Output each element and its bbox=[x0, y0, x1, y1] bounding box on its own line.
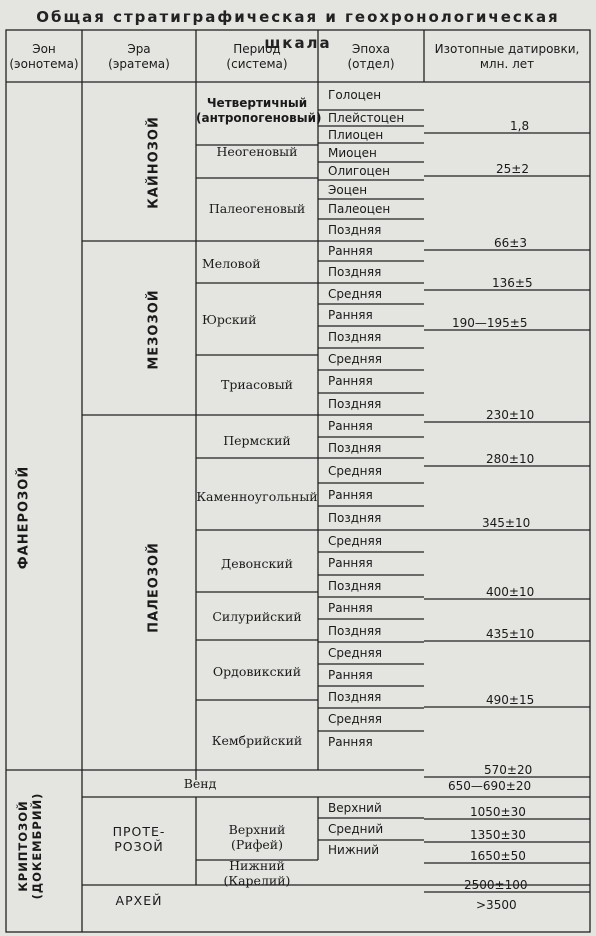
date-label: 136±5 bbox=[492, 276, 533, 290]
epoch-cell: Средняя bbox=[328, 352, 382, 366]
epoch-cell: Ранняя bbox=[328, 308, 373, 322]
epoch-cell: Ранняя bbox=[328, 419, 373, 433]
epoch-cell: Поздняя bbox=[328, 397, 382, 411]
epoch-cell: Поздняя bbox=[328, 579, 382, 593]
epoch-cell: Поздняя bbox=[328, 511, 382, 525]
date-label: 25±2 bbox=[496, 162, 529, 176]
era-mesozoic: МЕЗОЗОЙ bbox=[146, 289, 162, 370]
date-label: 345±10 bbox=[482, 516, 531, 530]
period-devonian: Девонский bbox=[221, 556, 293, 571]
date-label: 2500±100 bbox=[464, 878, 528, 892]
period-triassic: Триасовый bbox=[221, 377, 293, 392]
date-label: 400±10 bbox=[486, 585, 535, 599]
period-neogene: Неогеновый bbox=[216, 144, 298, 159]
epoch-cell: Поздняя bbox=[328, 265, 382, 279]
epoch-cell: Голоцен bbox=[328, 88, 382, 102]
date-label: 1,8 bbox=[510, 119, 530, 133]
era-proterozoic: ПРОТЕ- РОЗОЙ bbox=[112, 824, 166, 854]
date-label: 280±10 bbox=[486, 452, 535, 466]
epoch-cell: Ранняя bbox=[328, 601, 373, 615]
period-cretaceous: Меловой bbox=[202, 256, 261, 271]
date-label: 650—690±20 bbox=[448, 779, 532, 793]
era-cenozoic: КАЙНОЗОЙ bbox=[146, 116, 162, 209]
epoch-cell: Ранняя bbox=[328, 244, 373, 258]
date-label: 1350±30 bbox=[470, 828, 526, 842]
date-label: 230±10 bbox=[486, 408, 535, 422]
eon-phanerozoic: ФАНЕРОЗОЙ bbox=[16, 465, 32, 570]
period-paleogene: Палеогеновый bbox=[208, 201, 306, 216]
date-label: 1050±30 bbox=[470, 805, 526, 819]
era-archean: АРХЕЙ bbox=[115, 893, 163, 908]
epoch-cell: Ранняя bbox=[328, 735, 373, 749]
period-carboniferous: Каменноугольный bbox=[196, 489, 318, 504]
period-quaternary: Четвертичный (антропогеновый) bbox=[196, 96, 322, 125]
period-vendian: Венд bbox=[183, 776, 217, 791]
period-ordovician: Ордовикский bbox=[212, 664, 302, 679]
epoch-cell: Поздняя bbox=[328, 330, 382, 344]
epoch-cell: Средняя bbox=[328, 287, 382, 301]
date-label: 190—195±5 bbox=[452, 316, 528, 330]
epoch-cell: Нижний bbox=[328, 843, 380, 857]
header-era: Эра (эратема) bbox=[108, 42, 170, 71]
epoch-cell: Средняя bbox=[328, 646, 382, 660]
epoch-cell: Поздняя bbox=[328, 441, 382, 455]
date-label: 66±3 bbox=[494, 236, 527, 250]
epoch-cell: Поздняя bbox=[328, 223, 382, 237]
header-iso: Изотопные датировки, млн. лет bbox=[434, 42, 580, 71]
period-lower-karelian: Нижний (Карелий) bbox=[223, 858, 291, 888]
era-paleozoic: ПАЛЕОЗОЙ bbox=[146, 542, 162, 633]
date-label: 490±15 bbox=[486, 693, 535, 707]
epoch-cell: Олигоцен bbox=[328, 164, 390, 178]
page-title: Общая стратиграфическая и геохронологическая шкала bbox=[36, 8, 560, 52]
period-upper-riphean: Верхний (Рифей) bbox=[228, 822, 286, 852]
epoch-cell: Палеоцен bbox=[328, 202, 391, 216]
period-silurian: Силурийский bbox=[212, 609, 302, 624]
epoch-cell: Плиоцен bbox=[328, 128, 384, 142]
header-epoch: Эпоха (отдел) bbox=[347, 42, 395, 71]
epoch-cell: Ранняя bbox=[328, 374, 373, 388]
epoch-cell: Ранняя bbox=[328, 556, 373, 570]
date-label: 570±20 bbox=[484, 763, 533, 777]
epoch-cell: Ранняя bbox=[328, 488, 373, 502]
epoch-cell: Средняя bbox=[328, 534, 382, 548]
epoch-cell: Средняя bbox=[328, 712, 382, 726]
epoch-cell: Ранняя bbox=[328, 668, 373, 682]
date-label: 1650±50 bbox=[470, 849, 526, 863]
epoch-cell: Плейстоцен bbox=[328, 111, 405, 125]
eon-cryptozoic: КРИПТОЗОЙ (ДОКЕМБРИЙ) bbox=[16, 792, 44, 900]
header-period: Период (система) bbox=[226, 42, 288, 71]
period-permian: Пермский bbox=[223, 433, 291, 448]
epoch-cell: Поздняя bbox=[328, 624, 382, 638]
epoch-cell: Верхний bbox=[328, 801, 382, 815]
period-cambrian: Кембрийский bbox=[211, 733, 303, 748]
epoch-cell: Средняя bbox=[328, 464, 382, 478]
period-jurassic: Юрский bbox=[202, 312, 257, 327]
epoch-cell: Эоцен bbox=[328, 183, 368, 197]
date-label: >3500 bbox=[476, 898, 517, 912]
epoch-cell: Средний bbox=[328, 822, 384, 836]
epoch-cell: Поздняя bbox=[328, 690, 382, 704]
date-label: 435±10 bbox=[486, 627, 535, 641]
header-eon: Эон (эонотема) bbox=[9, 42, 79, 71]
epoch-cell: Миоцен bbox=[328, 146, 377, 160]
